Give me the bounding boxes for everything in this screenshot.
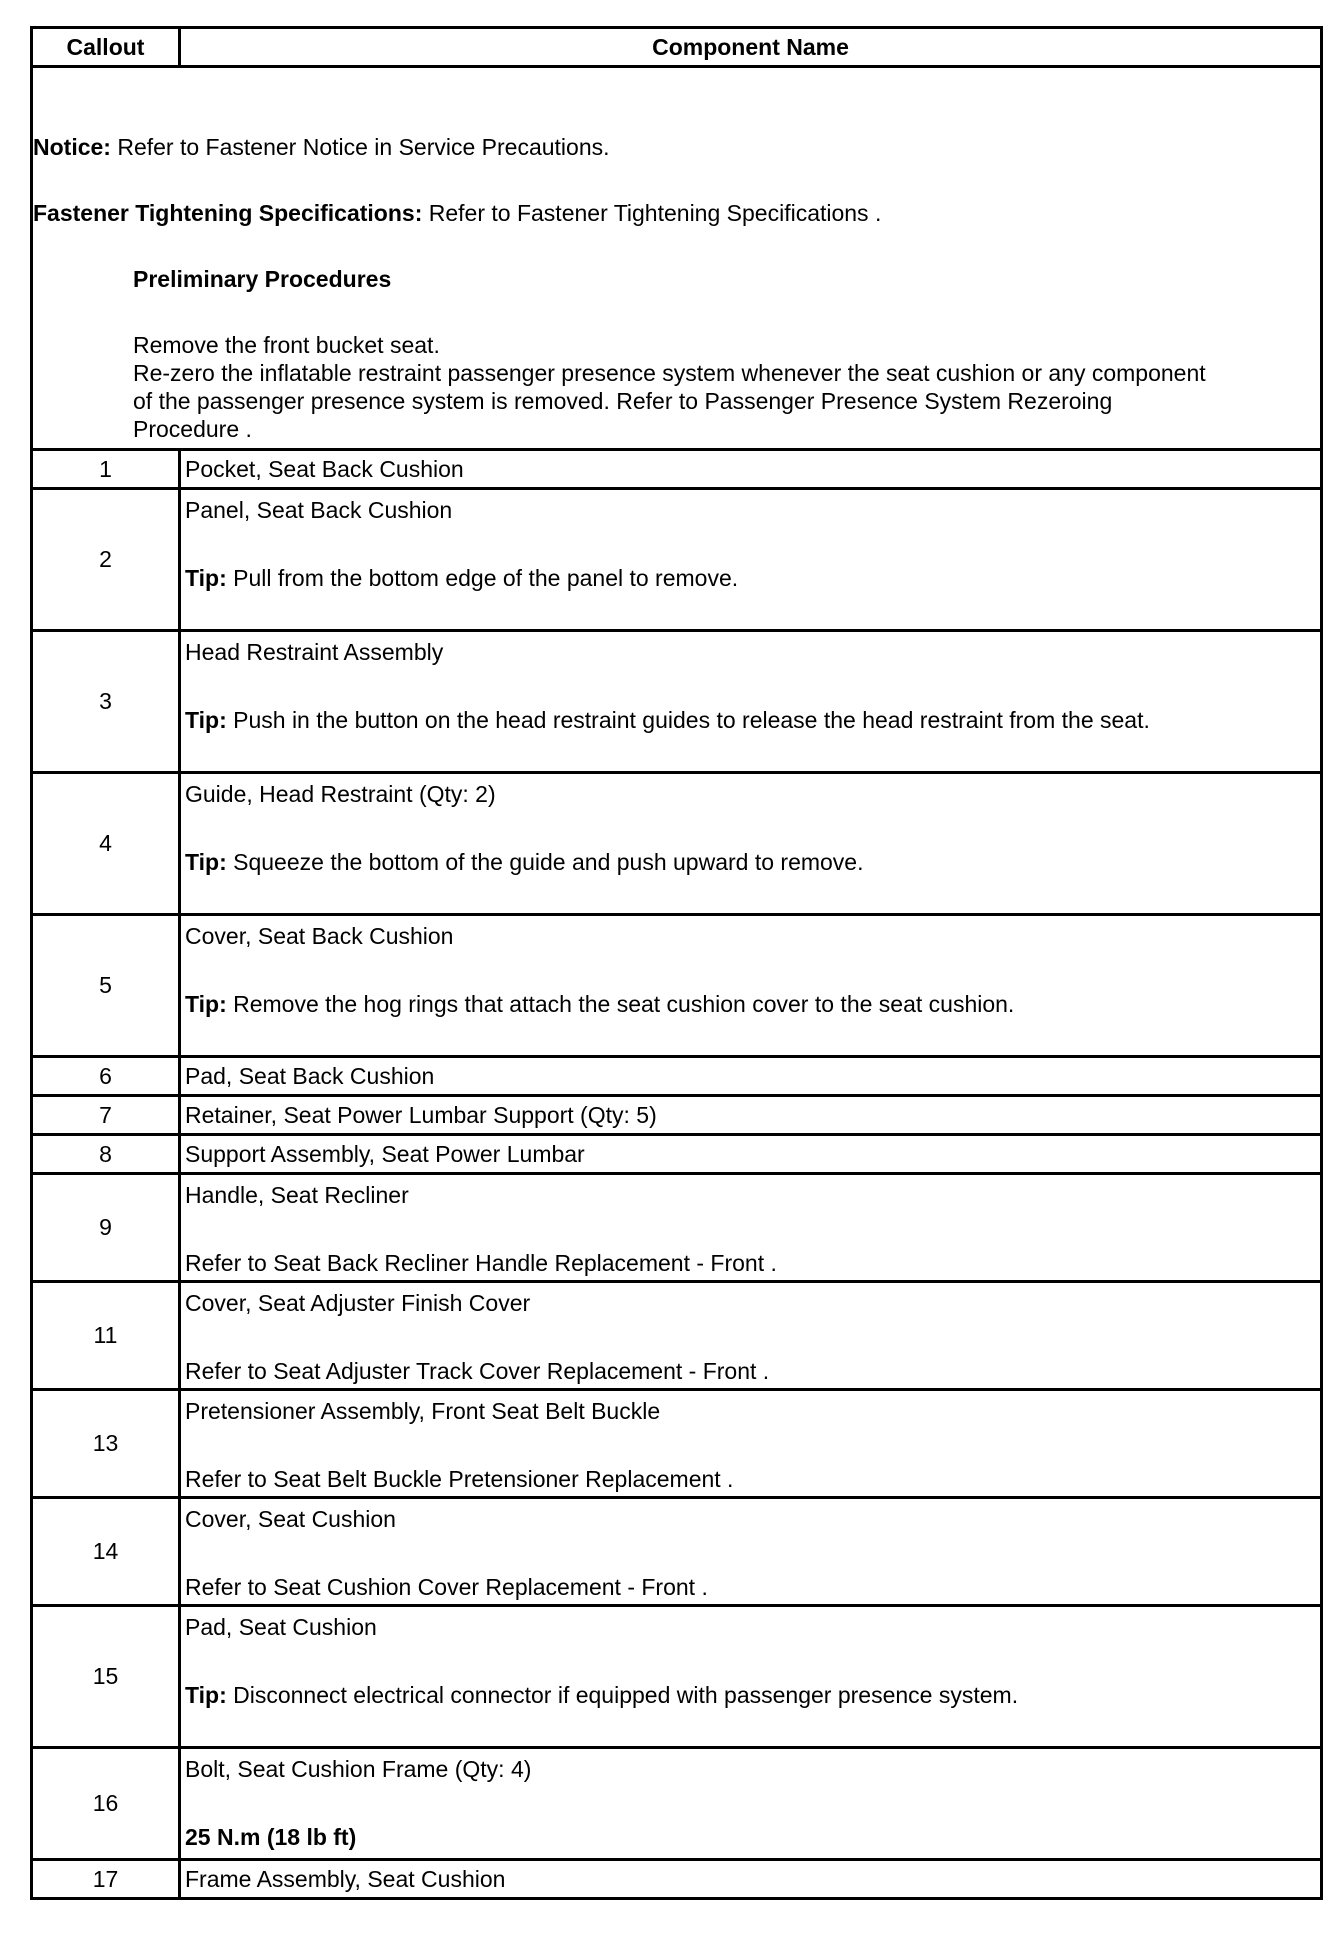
notice-text: Refer to Fastener Notice in Service Precautions. [117,133,610,160]
tip-text [185,564,1320,593]
prelim-heading: Preliminary Procedures [133,265,392,292]
component-cell [180,489,1322,631]
intro-cell [32,67,1322,450]
component-cell [180,915,1322,1057]
tip-text [185,990,1320,1019]
table-row [32,1606,1322,1748]
callout-number: 16 [32,1748,180,1860]
callout-number: 13 [32,1390,180,1498]
header-component-name: Component Name [180,28,1322,67]
component-name: Pad, Seat Back Cushion [185,1062,435,1089]
tip-body: Push in the button on the head restraint guides to release the head restraint from the seat. [233,707,1150,733]
fastener-text: Refer to Fastener Tightening Specifications . [428,199,882,226]
tip-text [185,848,1320,877]
table-row [32,1498,1322,1606]
component-name: Cover, Seat Adjuster Finish Cover [185,1290,531,1316]
component-name: Guide, Head Restraint (Qty: 2) [185,781,496,807]
component-name: Frame Assembly, Seat Cushion [185,1865,506,1892]
callout-number: 9 [32,1174,180,1282]
reference-text: Refer to Seat Back Recliner Handle Replacement - Front . [185,1250,777,1276]
component-name: Bolt, Seat Cushion Frame (Qty: 4) [185,1756,532,1782]
tip-body: Disconnect electrical connector if equipped with passenger presence system. [233,1682,1019,1708]
table-row [32,773,1322,915]
tip-label: Tip: [185,849,227,875]
table-row [32,489,1322,631]
tip-body: Remove the hog rings that attach the seat cushion cover to the seat cushion. [233,991,1015,1017]
component-cell [180,1390,1322,1498]
notice-label: Notice: [33,133,111,160]
component-cell [180,1282,1322,1390]
component-cell [180,450,1322,489]
component-cell [180,1498,1322,1606]
table-row [32,1135,1322,1174]
component-cell [180,1174,1322,1282]
component-name: Pad, Seat Cushion [185,1614,377,1640]
prelim-line-2: Re-zero the inflatable restraint passenger presence system whenever the seat cushion or any component [133,359,1206,386]
callout-number: 2 [32,489,180,631]
component-cell [180,1748,1322,1860]
tip-label: Tip: [185,1682,227,1708]
table-row [32,1390,1322,1498]
tip-label: Tip: [185,707,227,733]
callout-number: 14 [32,1498,180,1606]
table-body [32,450,1322,1899]
table-row [32,450,1322,489]
component-name: Pretensioner Assembly, Front Seat Belt Buckle [185,1398,661,1424]
fastener-spec [33,199,1320,227]
table-row [32,1174,1322,1282]
tip-body: Pull from the bottom edge of the panel to remove. [233,565,739,591]
component-cell [180,773,1322,915]
header-row [32,28,1322,67]
callout-number: 15 [32,1606,180,1748]
callout-number: 6 [32,1057,180,1096]
callout-number: 17 [32,1860,180,1899]
tip-text [185,706,1320,735]
component-cell [180,1606,1322,1748]
prelim-line-1: Remove the front bucket seat. [133,331,440,358]
component-cell [180,1057,1322,1096]
tip-label: Tip: [185,991,227,1017]
callout-number: 7 [32,1096,180,1135]
prelim-line-3: of the passenger presence system is removed. Refer to Passenger Presence System Rezeroing [133,387,1113,414]
intro-row [32,67,1322,450]
table-row [32,1748,1322,1860]
table-row [32,915,1322,1057]
notice [33,133,1320,161]
component-cell [180,1860,1322,1899]
callout-number: 3 [32,631,180,773]
component-cell [180,1096,1322,1135]
header-callout: Callout [32,28,180,67]
component-name: Head Restraint Assembly [185,639,444,665]
table-row [32,1096,1322,1135]
tip-label: Tip: [185,565,227,591]
component-name: Panel, Seat Back Cushion [185,497,453,523]
component-name: Support Assembly, Seat Power Lumbar [185,1140,585,1167]
component-name: Cover, Seat Cushion [185,1506,396,1532]
tip-text [185,1681,1320,1710]
component-name: Handle, Seat Recliner [185,1182,409,1208]
component-name: Cover, Seat Back Cushion [185,923,454,949]
component-name: Pocket, Seat Back Cushion [185,455,464,482]
callout-number: 8 [32,1135,180,1174]
table-row [32,1057,1322,1096]
reference-text: Refer to Seat Belt Buckle Pretensioner Replacement . [185,1466,734,1492]
component-name: Retainer, Seat Power Lumbar Support (Qty: 5) [185,1101,657,1128]
tip-body: Squeeze the bottom of the guide and push upward to remove. [233,849,864,875]
table-row [32,1282,1322,1390]
reference-text: Refer to Seat Adjuster Track Cover Replacement - Front . [185,1358,770,1384]
torque-spec: 25 N.m (18 lb ft) [185,1824,357,1850]
table-row [32,631,1322,773]
callout-number: 11 [32,1282,180,1390]
callout-number: 4 [32,773,180,915]
component-table [30,26,1323,1900]
component-cell [180,1135,1322,1174]
callout-number: 5 [32,915,180,1057]
prelim-line-4: Procedure . [133,415,252,442]
fastener-label: Fastener Tightening Specifications: [33,199,423,226]
component-cell [180,631,1322,773]
reference-text: Refer to Seat Cushion Cover Replacement - Front . [185,1574,708,1600]
table-row [32,1860,1322,1899]
callout-number: 1 [32,450,180,489]
